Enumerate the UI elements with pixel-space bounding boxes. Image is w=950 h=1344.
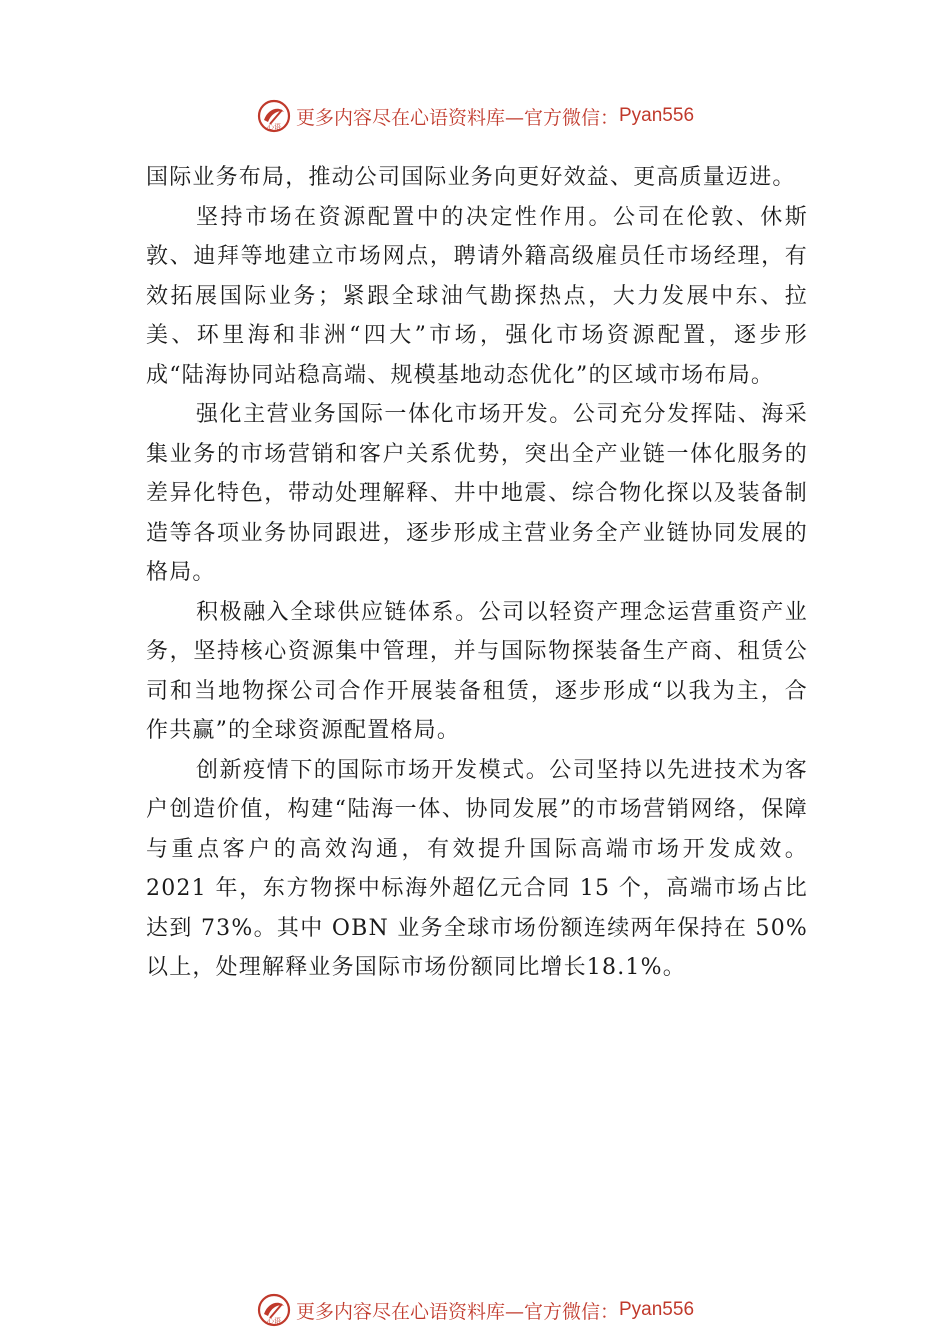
- svg-text:心语: 心语: [266, 1317, 281, 1325]
- header-banner-text: 更多内容尽在心语资料库—官方微信：: [295, 106, 619, 129]
- header-banner: [0, 96, 950, 136]
- xinyu-logo-icon: [256, 98, 292, 134]
- footer-banner: [0, 1290, 950, 1330]
- paragraph: 创新疫情下的国际市场开发模式。公司坚持以先进技术为客户创造价值，构建“陆海一体、协同发展”的市场营销网络，保障与重点客户的高效沟通，有效提升国际高端市场开发成效。2021 年，东方物探中标海外超亿元合同 15 个，高端市场占比达到 73%。其中 OBN 业务全球市场份额连续两年保持在 50%以上，处理解释业务国际市场份额同比增长18.1%。: [146, 757, 808, 980]
- paragraph: 坚持市场在资源配置中的决定性作用。公司在伦敦、休斯敦、迪拜等地建立市场网点，聘请外籍高级雇员任市场经理，有效拓展国际业务；紧跟全球油气勘探热点，大力发展中东、拉美、环里海和非洲“四大”市场，强化市场资源配置，逐步形成“陆海协同站稳高端、规模基地动态优化”的区域市场布局。: [146, 204, 808, 388]
- paragraph-continuation: 国际业务布局，推动公司国际业务向更好效益、更高质量迈进。: [146, 165, 796, 190]
- footer-banner-handle: Pyan556: [619, 1299, 695, 1320]
- footer-banner-text: 更多内容尽在心语资料库—官方微信：: [295, 1300, 619, 1323]
- paragraph: 强化主营业务国际一体化市场开发。公司充分发挥陆、海采集业务的市场营销和客户关系优势，突出全产业链一体化服务的差异化特色，带动处理解释、井中地震、综合物化探以及装备制造等各项业务协同跟进，逐步形成主营业务全产业链协同发展的格局。: [146, 402, 808, 585]
- paragraph: 积极融入全球供应链体系。公司以轻资产理念运营重资产业务，坚持核心资源集中管理，并与国际物探装备生产商、租赁公司和当地物探公司合作开展装备租赁，逐步形成“以我为主，合作共赢”的全球资源配置格局。: [146, 599, 808, 743]
- header-banner-handle: Pyan556: [619, 105, 695, 126]
- xinyu-logo-icon: [256, 1292, 292, 1328]
- document-body: [146, 158, 808, 988]
- svg-text:心语: 心语: [266, 123, 281, 131]
